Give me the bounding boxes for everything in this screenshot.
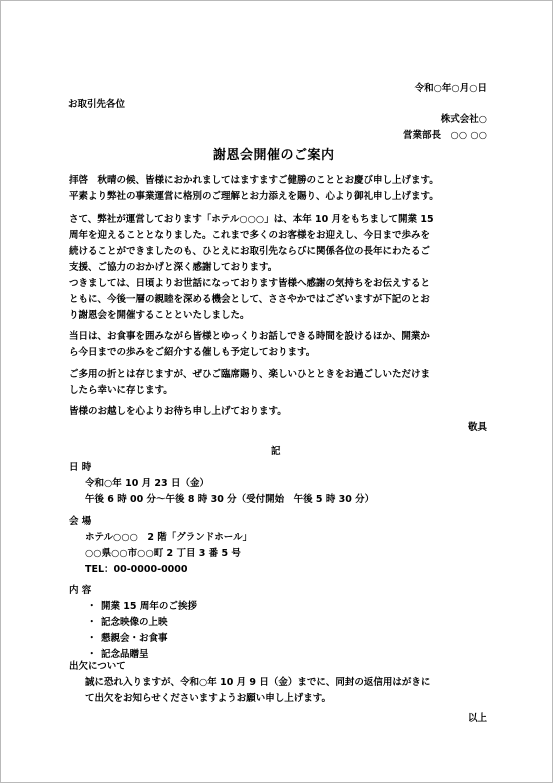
paragraph-event-details xyxy=(69,329,489,361)
bullet-icon: ・ xyxy=(87,649,97,660)
paragraph-invitation xyxy=(69,367,489,399)
text-line: り謝恩会を開催することといたしました。 xyxy=(69,310,250,321)
text-line: ら今日までの歩みをご紹介する催しも予定しております。 xyxy=(69,347,316,358)
content-label: 内 容 xyxy=(69,585,92,596)
text-line: さて、弊社が運営しております「ホテル○○○」は、本年 10 月をもちまして開業 15 xyxy=(69,214,434,225)
rsvp-line: て出欠をお知らせくださいますようお願い申し上げます。 xyxy=(85,693,331,704)
text-line: ご多用の折とは存じますが、ぜひご臨席賜り、楽しいひとときをお過ごしいただけま xyxy=(69,369,431,380)
closing-word: 敬具 xyxy=(467,422,487,433)
list-item xyxy=(87,631,197,647)
list-item-text: 記念映像の上映 xyxy=(101,617,168,628)
venue-name: ホテル○○○ 2 階「グランドホール」 xyxy=(85,532,253,543)
bullet-icon: ・ xyxy=(87,617,97,628)
details-heading: 記 xyxy=(271,446,281,457)
text-line: 周年を迎えることとなりました。これまで多くのお客様をお迎えし、今日まで歩みを xyxy=(69,230,431,241)
text-line: 当日は、お食事を囲みながら皆様とゆっくりお話しできる時間を設けるほか、開業か xyxy=(69,331,430,342)
text-line: 平素より弊社の事業運営に格別のご理解とお力添えを賜り、心より御礼申し上げます。 xyxy=(69,191,439,202)
recipient-line: お取引先各位 xyxy=(68,99,126,110)
rsvp-line: 誠に恐れ入りますが、令和○年 10 月 9 日（金）までに、同封の返信用はがきに xyxy=(85,677,431,688)
datetime-time: 午後 6 時 00 分～午後 8 時 30 分（受付開始 午後 5 時 30 分） xyxy=(85,494,375,505)
text-line: 続けることができましたのも、ひとえにお取引先ならびに関係各位の長年にわたるご xyxy=(69,246,431,257)
list-item xyxy=(87,599,197,615)
datetime-label: 日 時 xyxy=(69,462,92,473)
text-line: 拝啓 秋晴の候、皆様におかれましてはますますご健勝のこととお慶び申し上げます。 xyxy=(69,175,439,186)
datetime-date: 令和○年 10 月 23 日（金） xyxy=(85,478,209,489)
list-item xyxy=(87,615,197,631)
venue-label: 会 場 xyxy=(69,516,92,527)
text-line: したら幸いに存じます。 xyxy=(69,385,173,396)
list-item-text: 記念品贈呈 xyxy=(101,649,149,660)
list-item-text: 開業 15 周年のご挨拶 xyxy=(101,601,197,612)
text-line: 支援、ご協力のおかげと深く感謝しております。 xyxy=(69,262,278,273)
paragraph-event-intro xyxy=(69,276,489,324)
paragraph-closing: 皆様のお越しを心よりお待ち申し上げております。 xyxy=(69,406,287,417)
end-mark: 以上 xyxy=(467,713,487,724)
bullet-icon: ・ xyxy=(87,601,97,612)
paragraph-anniversary xyxy=(69,212,489,276)
venue-address: ○○県○○市○○町 2 丁目 3 番 5 号 xyxy=(85,548,241,559)
bullet-icon: ・ xyxy=(87,633,97,644)
text-line: つきましては、日頃よりお世話になっております皆様へ感謝の気持ちをお伝えすると xyxy=(69,278,431,289)
paragraph-greeting xyxy=(69,173,489,205)
date-line: 令和○年○月○日 xyxy=(414,83,487,94)
document-title: 謝恩会開催のご案内 xyxy=(213,148,335,163)
rsvp-label: 出欠について xyxy=(69,661,126,672)
company-name: 株式会社○ xyxy=(440,114,487,125)
sender-line: 営業部長 ○○ ○○ xyxy=(403,130,487,141)
text-line: ともに、今後一層の親睦を深める機会として、ささやかではございますが下記のとお xyxy=(69,294,430,305)
list-item-text: 懇親会・お食事 xyxy=(101,633,168,644)
program-list xyxy=(87,599,197,663)
venue-phone: TEL：00-0000-0000 xyxy=(85,564,188,575)
